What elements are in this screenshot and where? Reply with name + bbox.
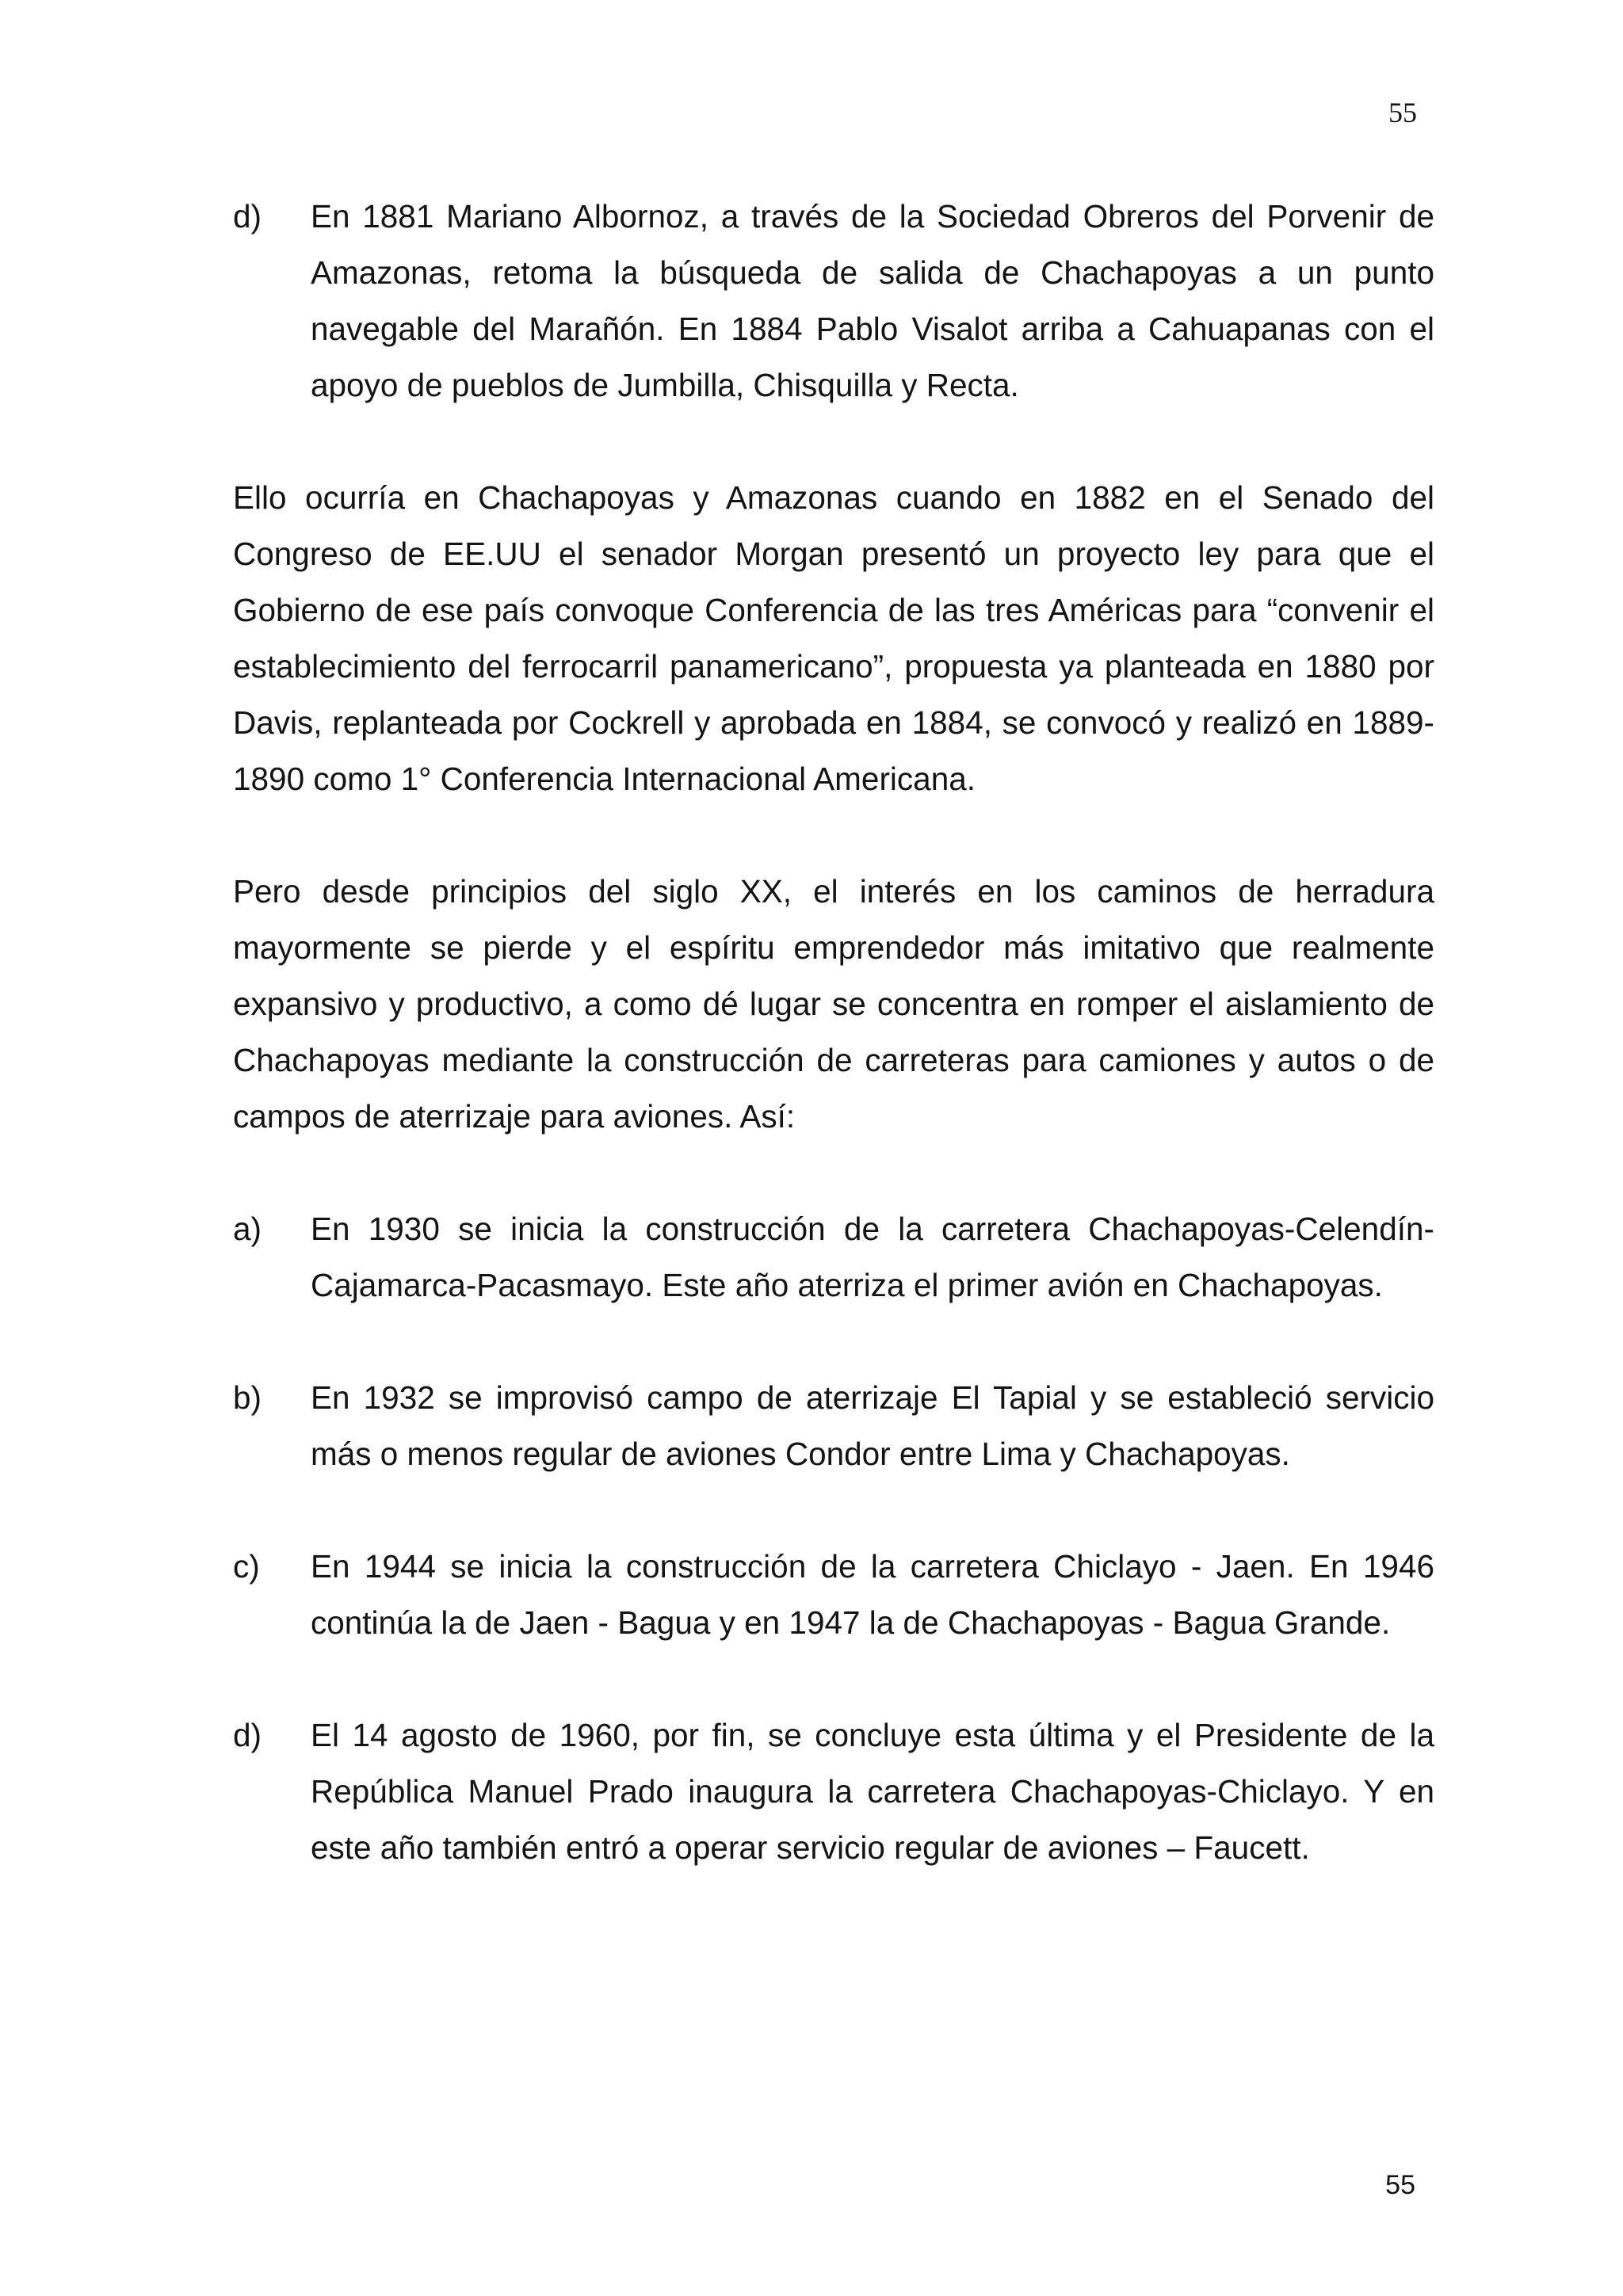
list-item-text: El 14 agosto de 1960, por fin, se concluye esta última y el Presidente de la República Manuel Prado inaugura la carretera Chachapoyas-Chiclayo. Y en este año también entró a operar servicio regular de aviones – Faucett.	[311, 1717, 1434, 1866]
list-item-text: En 1881 Mariano Albornoz, a través de la Sociedad Obreros del Porvenir de Amazonas, retoma la búsqueda de salida de Chachapoyas a un punto navegable del Marañón. En 1884 Pablo Visalot arriba a Cahuapanas con el apoyo de pueblos de Jumbilla, Chisquilla y Recta.	[311, 198, 1434, 403]
page-body	[233, 189, 1434, 1876]
list-item	[233, 189, 1434, 414]
list-item	[233, 1370, 1434, 1482]
paragraph-senado: Ello ocurría en Chachapoyas y Amazonas cuando en 1882 en el Senado del Congreso de EE.UU el senador Morgan presentó un proyecto ley para que el Gobierno de ese país convoque Conferencia de las tres Américas para “convenir el establecimiento del ferrocarril panamericano”, propuesta ya planteada en 1880 por Davis, replanteada por Cockrell y aprobada en 1884, se convocó y realizó en 1889-1890 como 1° Conferencia Internacional Americana.	[233, 479, 1434, 797]
list-item	[233, 1707, 1434, 1876]
paragraph-siglo-xx: Pero desde principios del siglo XX, el interés en los caminos de herradura mayormente se pierde y el espíritu emprendedor más imitativo que realmente expansivo y productivo, a como dé lugar se concentra en romper el aislamiento de Chachapoyas mediante la construcción de carreteras para camiones y autos o de campos de aterrizaje para aviones. Así:	[233, 873, 1434, 1135]
list-item-text: En 1930 se inicia la construcción de la carretera Chachapoyas-Celendín-Cajamarca-Pacasmayo. Este año aterriza el primer avión en Chachapoyas.	[311, 1211, 1434, 1303]
list-marker: c)	[233, 1548, 260, 1585]
page-number-top: 55	[1388, 97, 1417, 128]
list-marker: b)	[233, 1379, 262, 1416]
list-item	[233, 1539, 1434, 1651]
list-marker: a)	[233, 1211, 262, 1247]
list-marker: d)	[233, 1717, 262, 1753]
list-item	[233, 1201, 1434, 1314]
list-marker: d)	[233, 198, 262, 235]
page-number-bottom: 55	[1385, 2170, 1415, 2200]
list-item-text: En 1932 se improvisó campo de aterrizaje El Tapial y se estableció servicio más o menos regular de aviones Condor entre Lima y Chachapoyas.	[311, 1379, 1434, 1472]
list-item-text: En 1944 se inicia la construcción de la carretera Chiclayo - Jaen. En 1946 continúa la de Jaen - Bagua y en 1947 la de Chachapoyas - Bagua Grande.	[311, 1548, 1434, 1641]
